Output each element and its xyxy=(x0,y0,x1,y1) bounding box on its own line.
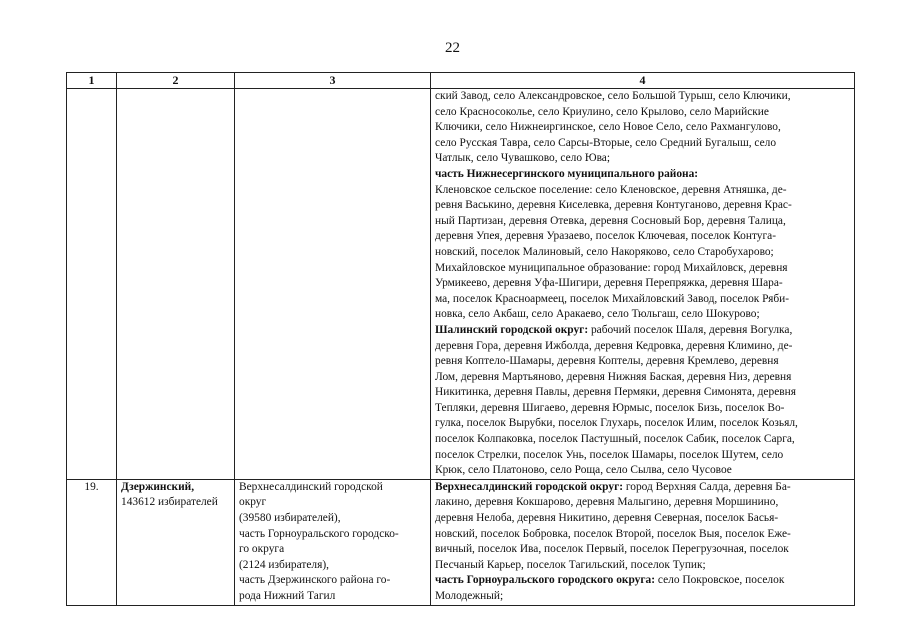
text-line: Крюк, село Платоново, село Роща, село Сылва, село Чусовое xyxy=(435,464,732,477)
text-line xyxy=(435,573,850,589)
text-line: Молодежный; xyxy=(435,590,504,602)
cell-district-name xyxy=(117,479,235,605)
cell-territory xyxy=(235,479,431,605)
text-line: ский Завод, село Александровское, село Большой Турыш, село Ключики, xyxy=(435,90,791,102)
page-number: 22 xyxy=(445,40,460,56)
text-line: Михайловское муниципальное образование: город Михайловск, деревня xyxy=(435,261,788,274)
text-line: ревня Коптело-Шамары, деревня Коптелы, деревня Кремлево, деревня xyxy=(435,355,779,368)
subheading-verkhnesaldinsky: Верхнесалдинский городской округ: xyxy=(435,480,624,493)
header-col-2: 2 xyxy=(117,73,235,89)
subheading-nizhneserginsky: часть Нижнесергинского муниципального района: xyxy=(435,167,699,180)
text-line: (39580 избирателей), xyxy=(239,512,341,525)
subheading-gornouralsky: часть Горноуральского городского округа: xyxy=(435,574,656,587)
text-line: лакино, деревня Кокшарово, деревня Малыгино, деревня Моршинино, xyxy=(435,496,779,509)
text-line: ревня Васькино, деревня Киселевка, деревня Контуганово, деревня Крас- xyxy=(435,199,792,212)
header-col-4: 4 xyxy=(431,73,855,89)
header-col-1: 1 xyxy=(67,73,117,89)
text-line: Никитинка, деревня Павлы, деревня Пермяки, деревня Симонята, деревня xyxy=(435,386,796,399)
text-line: деревня Гора, деревня Ижболда, деревня Кедровка, деревня Климино, де- xyxy=(435,339,793,352)
header-col-3: 3 xyxy=(235,73,431,89)
text-line: новка, село Акбаш, село Аракаево, село Тюльгаш, село Шокурово; xyxy=(435,308,760,321)
text-line: деревня Нелоба, деревня Никитино, деревня Северная, поселок Басья- xyxy=(435,512,779,525)
text-line: Ключики, село Нижнеиргинское, село Новое Село, село Рахмангулово, xyxy=(435,121,781,134)
text-line: новский, поселок Бобровка, поселок Второй, поселок Выя, поселок Еже- xyxy=(435,527,791,540)
table-row-19 xyxy=(67,479,855,605)
subheading-shalinsky: Шалинский городской округ: xyxy=(435,323,589,336)
text-line: (2124 избирателя), xyxy=(239,558,329,571)
text-line: Чатлык, село Чувашково, село Юва; xyxy=(435,152,611,165)
text-line: поселок Стрелки, поселок Унь, поселок Шамары, поселок Шутем, село xyxy=(435,448,784,461)
table-row-continued xyxy=(67,89,855,480)
text-line: ма, поселок Красноармеец, поселок Михайловский Завод, поселок Ряби- xyxy=(435,292,790,305)
text-line xyxy=(435,323,850,339)
cell-settlements xyxy=(431,479,855,605)
text-line: Тепляки, деревня Шигаево, деревня Юрмыс, поселок Бизь, поселок Во- xyxy=(435,401,785,414)
table-header-row xyxy=(67,73,855,89)
text-line: часть Горноуральского городско- xyxy=(239,527,399,540)
text-line: деревня Упея, деревня Уразаево, поселок Ключевая, поселок Контуга- xyxy=(435,230,776,243)
text-line: ный Партизан, деревня Отевка, деревня Сосновый Бор, деревня Талица, xyxy=(435,214,786,227)
cell-number: 19. xyxy=(67,479,117,605)
text-line: Песчаный Карьер, поселок Тагильский, поселок Тупик; xyxy=(435,558,706,571)
cell-territory xyxy=(235,89,431,480)
text-line: Верхнесалдинский городской xyxy=(239,480,383,493)
cell-district-name xyxy=(117,89,235,480)
text-line xyxy=(435,480,850,496)
text-line: поселок Колпаковка, поселок Пастушный, поселок Сабик, поселок Сарга, xyxy=(435,433,795,446)
text-line: Кленовское сельское поселение: село Кленовское, деревня Атняшка, де- xyxy=(435,183,787,196)
text-line: округ xyxy=(239,496,267,509)
text-line: рода Нижний Тагил xyxy=(239,590,336,602)
text-span: рабочий поселок Шаля, деревня Вогулка, xyxy=(588,323,793,336)
district-table xyxy=(66,72,855,606)
text-line: село Русская Тавра, село Сарсы-Вторые, село Средний Бугалыш, село xyxy=(435,136,777,149)
cell-settlements xyxy=(431,89,855,480)
text-line: село Красносоколье, село Криулино, село Крылово, село Марийские xyxy=(435,105,769,118)
text-line: гулка, поселок Вырубки, поселок Глухарь, поселок Илим, поселок Козьял, xyxy=(435,417,798,430)
district-name: Дзержинский, xyxy=(121,480,195,493)
cell-number xyxy=(67,89,117,480)
text-span: село Покровское, поселок xyxy=(655,574,785,587)
text-line: Урмикеево, деревня Уфа-Шигири, деревня Перепряжка, деревня Шара- xyxy=(435,277,783,290)
text-line: новский, поселок Малиновый, село Накоряково, село Старобухарово; xyxy=(435,245,774,258)
text-line: часть Дзержинского района го- xyxy=(239,574,391,587)
district-voters: 143612 избирателей xyxy=(121,496,218,509)
text-span: город Верхняя Салда, деревня Ба- xyxy=(623,480,791,493)
text-line: Лом, деревня Мартьяново, деревня Нижняя Баская, деревня Низ, деревня xyxy=(435,370,792,383)
text-line: го округа xyxy=(239,543,285,556)
text-line: вичный, поселок Ива, поселок Первый, поселок Перегрузочная, поселок xyxy=(435,543,789,556)
